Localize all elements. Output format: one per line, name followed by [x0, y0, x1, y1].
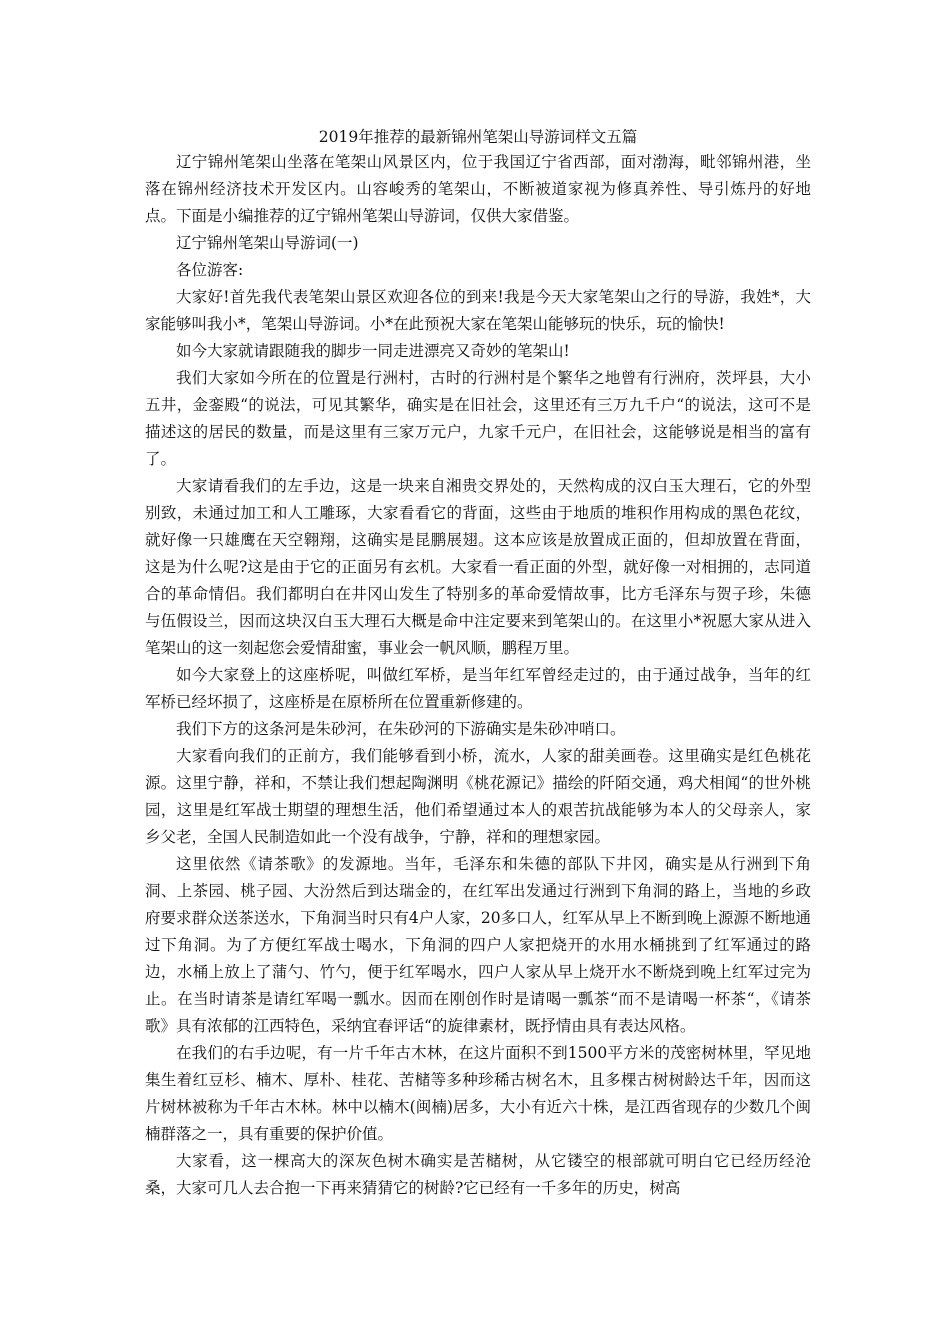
body-paragraph: 大家看，这一棵高大的深灰色树木确实是苦槠树，从它镂空的根部就可明白它已经历经沧桑，大家可几人去合抱一下再来猜猜它的树龄?它已经有一千多年的历史，树高 [145, 1152, 811, 1197]
body-paragraph: 如今大家就请跟随我的脚步一同走进漂亮又奇妙的笔架山! [176, 342, 570, 360]
greeting-line: 各位游客: [176, 261, 244, 279]
document-title: 2019年推荐的最新锦州笔架山导游词样文五篇 [318, 128, 638, 146]
body-paragraph: 大家看向我们的正前方，我们能够看到小桥，流水，人家的甜美画卷。这里确实是红色桃花源。这里宁静，祥和，不禁让我们想起陶渊明《桃花源记》描绘的阡陌交通，鸡犬相闻“的世外桃园，这里是红军战士期望的理想生活，他们希望通过本人的艰苦抗战能够为本人的父母亲人，家乡父老，全国人民制造如此一个没有战争，宁静，祥和的理想家园。 [145, 747, 811, 846]
body-paragraph: 我们下方的这条河是朱砂河，在朱砂河的下游确实是朱砂冲哨口。 [176, 720, 626, 738]
body-paragraph: 如今大家登上的这座桥呢，叫做红军桥，是当年红军曾经走过的，由于通过战争，当年的红军桥已经坏损了，这座桥是在原桥所在位置重新修建的。 [145, 666, 811, 711]
body-paragraph: 在我们的右手边呢，有一片千年古木林，在这片面积不到1500平方米的茂密树林里，罕见地集生着红豆杉、楠木、厚朴、桂花、苦槠等多种珍稀古树名木，且多棵古树树龄达千年，因而这片树林被称为千年古木林。林中以楠木(闽楠)居多，大小有近六十株，是江西省现存的少数几个闽楠群落之一，具有重要的保护价值。 [145, 1044, 811, 1143]
section-heading: 辽宁锦州笔架山导游词(一) [176, 234, 359, 252]
intro-paragraph: 辽宁锦州笔架山坐落在笔架山风景区内，位于我国辽宁省西部，面对渤海，毗邻锦州港，坐落在锦州经济技术开发区内。山容峻秀的笔架山，不断被道家视为修真养性、导引炼丹的好地点。下面是小编推荐的辽宁锦州笔架山导游词，仅供大家借鉴。 [145, 153, 811, 225]
body-paragraph: 大家好!首先我代表笔架山景区欢迎各位的到来!我是今天大家笔架山之行的导游，我姓*，大家能够叫我小*，笔架山导游词。小*在此预祝大家在笔架山能够玩的快乐，玩的愉快! [145, 288, 811, 333]
body-paragraph: 我们大家如今所在的位置是行洲村，古时的行洲村是个繁华之地曾有行洲府，茨坪县，大小五井，金銮殿“的说法，可见其繁华，确实是在旧社会，这里还有三万九千户“的说法，这可不是描述这的居民的数量，而是这里有三家万元户，九家千元户，在旧社会，这能够说是相当的富有了。 [145, 369, 811, 468]
body-paragraph: 这里依然《请茶歌》的发源地。当年，毛泽东和朱德的部队下井冈，确实是从行洲到下角洞、上茶园、桃子园、大汾然后到达瑞金的，在红军出发通过行洲到下角洞的路上，当地的乡政府要求群众送茶送水，下角洞当时只有4户人家，20多口人，红军从早上不断到晚上源源不断地通过下角洞。为了方便红军战士喝水，下角洞的四户人家把烧开的水用水桶挑到了红军通过的路边，水桶上放上了蒲勺、竹勺，便于红军喝水，四户人家从早上烧开水不断烧到晚上红军过完为止。在当时请茶是请红军喝一瓢水。因而在刚创作时是请喝一瓢茶“而不是请喝一杯茶“，《请茶歌》具有浓郁的江西特色，采纳宜春评话“的旋律素材，既抒情由具有表达风格。 [145, 855, 811, 1035]
document-body [145, 125, 811, 1202]
body-paragraph: 大家请看我们的左手边，这是一块来自湘贵交界处的，天然构成的汉白玉大理石，它的外型别致，未通过加工和人工雕琢，大家看看它的背面，这些由于地质的堆积作用构成的黑色花纹，就好像一只雄鹰在天空翱翔，这确实是昆鹏展翅。这本应该是放置成正面的，但却放置在背面，这是为什么呢?这是由于它的正面另有玄机。大家看一看正面的外型，就好像一对相拥的，志同道合的革命情侣。我们都明白在井冈山发生了特别多的革命爱情故事，比方毛泽东与贺子珍，朱德与伍假设兰，因而这块汉白玉大理石大概是命中注定要来到笔架山的。在这里小*祝愿大家从进入笔架山的这一刻起您会爱情甜蜜，事业会一帆风顺，鹏程万里。 [145, 477, 811, 657]
